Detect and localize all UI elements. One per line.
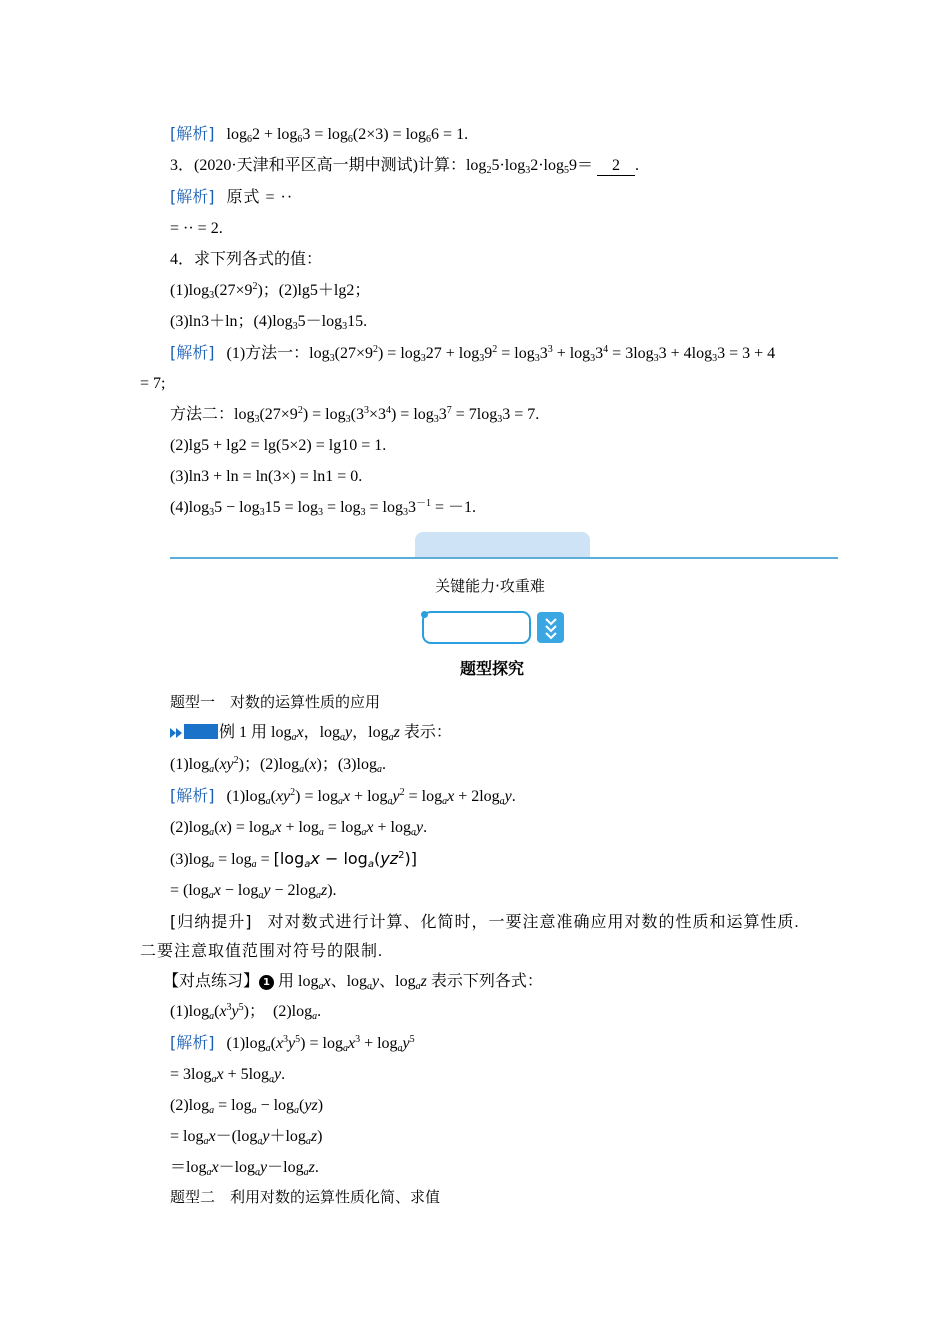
example-label: 例 1 (219, 724, 248, 741)
summary-cont: 二要注意取值范围对符号的限制. (140, 943, 384, 960)
type1-heading: 题型一 对数的运算性质的应用 (170, 693, 381, 711)
practice-solution-4: = $\log_ax-(\log_ay+\log_az)$ (170, 1128, 323, 1147)
practice-solution-2: = $3\log_ax + 5\log_ay$. (170, 1066, 286, 1085)
analysis-tag: [解析] (170, 187, 215, 206)
practice-text: 用 $\log_ax$、$\log_ay$、$\log_az$ 表示下列各式： (278, 973, 543, 992)
q4-question: 4．求下列各式的值： (170, 251, 323, 268)
practice-tag: 【对点练习】 (163, 971, 260, 990)
analysis-tag: [解析] (170, 786, 215, 805)
summary-tag: [归纳提升] (170, 912, 253, 931)
practice-solution-1 (170, 1033, 415, 1054)
section-tab (415, 532, 590, 557)
section-subtitle: 题型探究 (459, 661, 524, 678)
q4-solution-1-cont: = 7; (140, 375, 166, 392)
pill-dot (421, 611, 428, 618)
q3-answer-1: 原式 = ·· (226, 189, 294, 206)
example-banner (184, 724, 218, 739)
ex-sol-1-text: $(1)\log_a(xy^2) = \log_ax + \log_ay^2 = \log_ax + 2\log_ay$. (226, 787, 516, 807)
practice-number-badge: 1 (259, 975, 274, 990)
analysis-tag: [解析] (170, 343, 215, 362)
ex-solution-1 (170, 786, 516, 807)
q3-question (170, 156, 639, 176)
example-1 (170, 723, 452, 745)
chevron-down-icon (537, 612, 564, 643)
summary-line (170, 912, 800, 933)
ex-sol-3b: $[\log_ax - \log_a(yz^2)]$ (273, 849, 417, 870)
q2-answer: $\log_62 + \log_63 = \log_6(2\times 3) = \log_66 = 1$. (226, 126, 469, 145)
q3-answer-blank: 2 (597, 157, 635, 176)
ex-sol-3a: $(3)\log_a = \log_a$ = (170, 851, 270, 870)
q3-analysis-line (170, 187, 293, 208)
q3-answer-2: = ·· = 2. (170, 220, 223, 237)
analysis-tag: [解析] (170, 124, 215, 143)
q4-solution-1 (170, 343, 775, 364)
practice-solution-5: $=\log_ax-\log_ay-\log_az$. (170, 1159, 319, 1178)
section-pill (422, 611, 531, 644)
q4-solution-3: (2)lg5 + lg2 = lg(5×2) = lg10 = 1. (170, 437, 387, 454)
q4-solution-4: (3)ln3 + ln = ln(3×) = ln1 = 0. (170, 468, 363, 485)
section-divider (170, 557, 838, 559)
q4-parts-1: $(1)\log_3(27\times 9^2)$；(2)lg5＋lg2； (170, 281, 371, 301)
ex-solution-3 (170, 849, 417, 870)
type2-heading: 题型二 利用对数的运算性质化简、求值 (170, 1188, 441, 1206)
example-parts: $(1)\log_a(xy^2)$；$(2)\log_a(x)$；$(3)\log_a$. (170, 755, 386, 775)
q3-question-text: 3．(2020·天津和平区高一期中测试)计算：$\log_25\cdot\log_32\cdot\log_59=$ (170, 157, 594, 176)
q4-solution-2: 方法二：$\log_3(27\times 9^2) = \log_3(3^3\times 3^4) = \log_33^7 = 7\log_33 = 7$. (170, 405, 540, 425)
practice-parts: $(1)\log_a(x^3y^5)$； $(2)\log_a$. (170, 1002, 322, 1022)
q4-parts-2: (3)ln3＋ln；$(4)\log_35-\log_315$. (170, 313, 368, 332)
q4-solution-5: $(4)\log_35 - \log_315 = \log_3 = \log_3 = \log_33^{-1} = -1$. (170, 498, 477, 518)
practice-line (163, 971, 543, 992)
practice-solution-3: $(2)\log_a = \log_a - \log_a(yz)$ (170, 1097, 324, 1116)
q4-sol-1-text: (1)方法一：$\log_3(27\times 9^2) = \log_327 + \log_39^2 = \log_33^3 + \log_33^4 = 3\log_33 + 4\log_33 = 3 + 4$ (226, 344, 776, 364)
example-text: 用 $\log_ax$，$\log_ay$，$\log_az$ 表示： (251, 724, 452, 743)
section-title: 关键能力·攻重难 (435, 577, 545, 595)
practice-sol-1-text: $(1)\log_a(x^3y^5) = \log_ax^3 + \log_ay^5$ (226, 1034, 415, 1054)
q3-end: . (635, 157, 640, 174)
analysis-tag: [解析] (170, 1033, 215, 1052)
summary-text: 对对数式进行计算、化简时，一要注意准确应用对数的性质和运算性质. (267, 914, 800, 931)
q2-answer-line (170, 124, 468, 145)
play-forward-icon (170, 725, 184, 745)
ex-solution-4: = $(\log_ax - \log_ay - 2\log_az)$. (170, 882, 337, 901)
ex-solution-2: $(2)\log_a(x) = \log_ax + \log_a = \log_ax + \log_ay$. (170, 819, 428, 838)
